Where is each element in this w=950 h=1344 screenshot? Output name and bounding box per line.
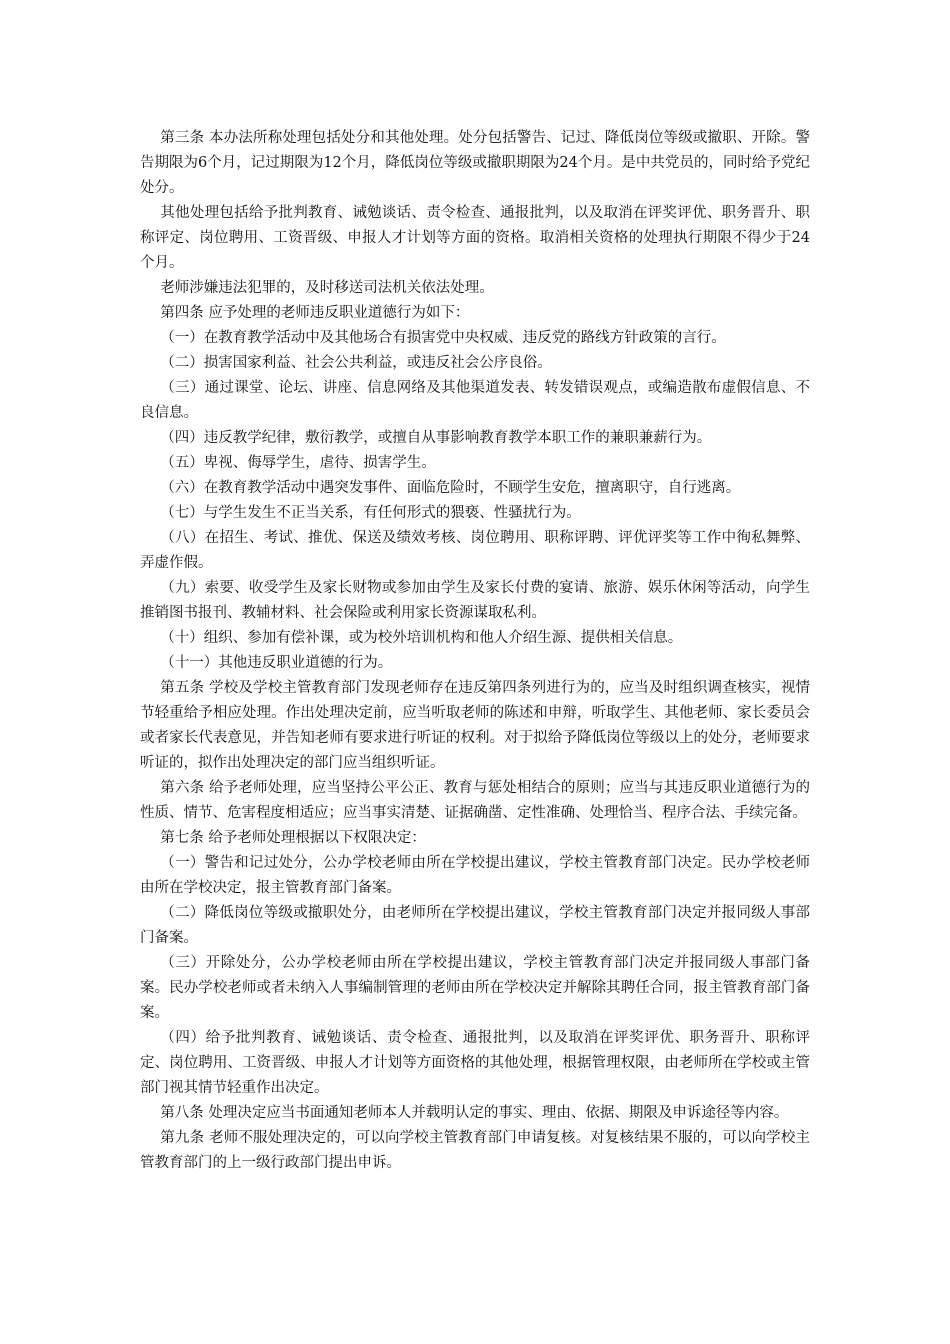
article-5-paragraph: 第五条 学校及学校主管教育部门发现老师存在违反第四条列进行为的，应当及时组织调查核实，视情节轻重给予相应处理。作出处理决定前，应当听取老师的陈述和申辩，听取学生、其他老师、家长委员会或者家长代表意见，并告知老师有要求进行听证的权利。对于拟给予降低岗位等级以上的处分，老师要求听证的，拟作出处理决定的部门应当组织听证。 xyxy=(140,680,810,771)
article-3-other-handling-paragraph: 其他处理包括给予批判教育、诫勉谈话、责令检查、通报批判，以及取消在评奖评优、职务晋升、职称评定、岗位聘用、工资晋级、申报人才计划等方面的资格。取消相关资格的处理执行期限不得少于24个月。 xyxy=(140,205,810,271)
article-4-item-2: （二）损害国家利益、社会公共利益，或违反社会公序良俗。 xyxy=(160,355,552,371)
article-3-paragraph: 第三条 本办法所称处理包括处分和其他处理。处分包括警告、记过、降低岗位等级或撤职、开除。警告期限为6个月，记过期限为12个月，降低岗位等级或撤职期限为24个月。是中共党员的，同时给予党纪处分。 xyxy=(140,130,810,196)
article-7-heading: 第七条 给予老师处理根据以下权限决定： xyxy=(160,830,426,846)
article-4-item-9: （九）索要、收受学生及家长财物或参加由学生及家长付费的宴请、旅游、娱乐休闲等活动，向学生推销图书报刊、教辅材料、社会保险或利用家长资源谋取私利。 xyxy=(140,580,810,621)
article-8-paragraph: 第八条 处理决定应当书面通知老师本人并载明认定的事实、理由、依据、期限及申诉途径等内容。 xyxy=(160,1105,789,1121)
article-4-item-11: （十一）其他违反职业道德的行为。 xyxy=(160,655,393,671)
article-4-heading: 第四条 应予处理的老师违反职业道德行为如下： xyxy=(160,305,470,321)
article-4-item-7: （七）与学生发生不正当关系，有任何形式的猥亵、性骚扰行为。 xyxy=(160,505,581,521)
article-7-item-3: （三）开除处分，公办学校老师由所在学校提出建议，学校主管教育部门决定并报同级人事部门备案。民办学校老师或者未纳入人事编制管理的老师由所在学校决定并解除其聘任合同，报主管教育部门备案。 xyxy=(140,955,810,1021)
article-4-item-1: （一）在教育教学活动中及其他场合有损害党中央权威、违反党的路线方针政策的言行。 xyxy=(160,330,726,346)
article-4-item-6: （六）在教育教学活动中遇突发事件、面临危险时，不顾学生安危，擅离职守，自行逃离。 xyxy=(160,480,741,496)
article-7-item-4: （四）给予批判教育、诫勉谈话、责令检查、通报批判，以及取消在评奖评优、职务晋升、职称评定、岗位聘用、工资晋级、申报人才计划等方面资格的其他处理，根据管理权限，由老师所在学校或主管部门视其情节轻重作出决定。 xyxy=(140,1030,810,1096)
article-9-paragraph: 第九条 老师不服处理决定的，可以向学校主管教育部门申请复核。对复核结果不服的，可以向学校主管教育部门的上一级行政部门提出申诉。 xyxy=(140,1130,810,1171)
article-7-item-2: （二）降低岗位等级或撤职处分，由老师所在学校提出建议，学校主管教育部门决定并报同级人事部门备案。 xyxy=(140,905,810,946)
article-4-item-8: （八）在招生、考试、推优、保送及绩效考核、岗位聘用、职称评聘、评优评奖等工作中徇私舞弊、弄虚作假。 xyxy=(140,530,810,571)
article-7-item-1: （一）警告和记过处分，公办学校老师由所在学校提出建议，学校主管教育部门决定。民办学校老师由所在学校决定，报主管教育部门备案。 xyxy=(140,855,810,896)
article-4-item-10: （十）组织、参加有偿补课，或为校外培训机构和他人介绍生源、提供相关信息。 xyxy=(160,630,683,646)
article-4-item-4: （四）违反教学纪律，敷衍教学，或擅自从事影响教育教学本职工作的兼职兼薪行为。 xyxy=(160,430,712,446)
document-body xyxy=(140,126,810,1176)
article-6-paragraph: 第六条 给予老师处理，应当坚持公平公正、教育与惩处相结合的原则；应当与其违反职业道德行为的性质、情节、危害程度相适应；应当事实清楚、证据确凿、定性准确、处理恰当、程序合法、手续完备。 xyxy=(140,780,810,821)
article-4-item-5: （五）卑视、侮辱学生，虐待、损害学生。 xyxy=(160,455,436,471)
article-3-criminal-paragraph: 老师涉嫌违法犯罪的，及时移送司法机关依法处理。 xyxy=(160,280,494,296)
article-4-item-3: （三）通过课堂、论坛、讲座、信息网络及其他渠道发表、转发错误观点，或编造散布虚假信息、不良信息。 xyxy=(140,380,810,421)
